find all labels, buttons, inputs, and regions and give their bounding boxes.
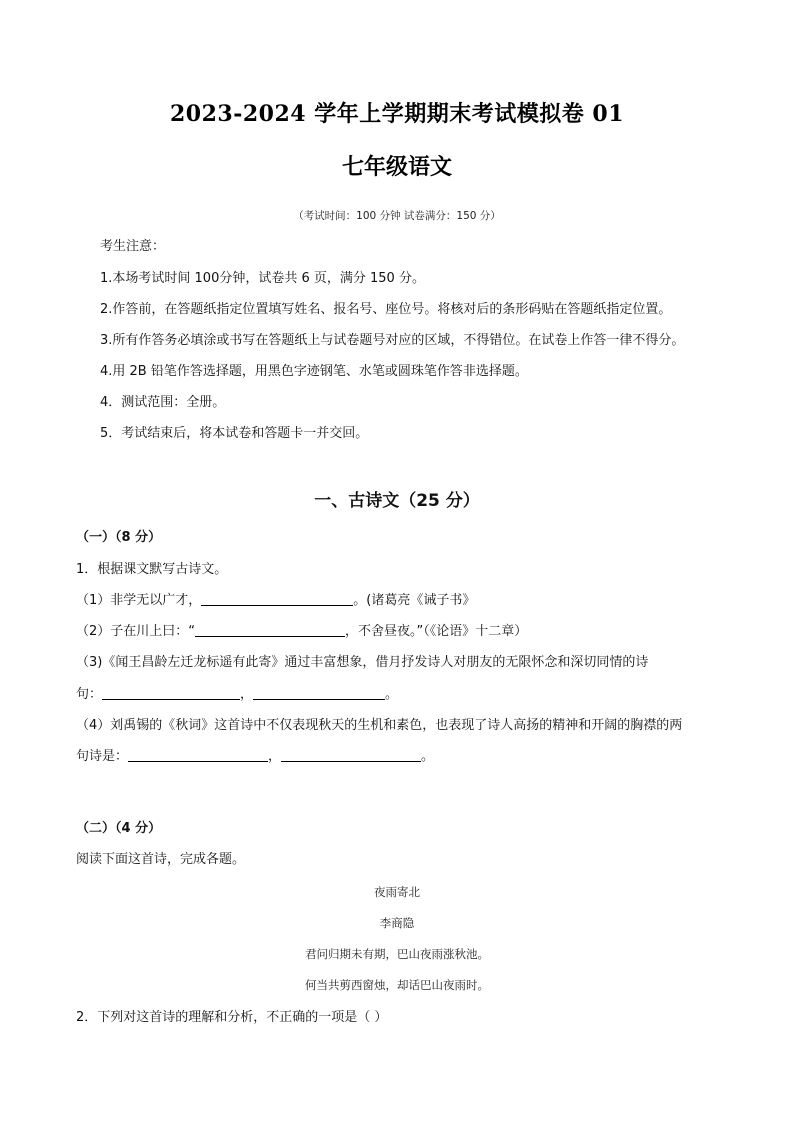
- answer-blank[interactable]: [128, 748, 268, 762]
- exam-title: 2023-2024 学年上学期期末考试模拟卷 01: [169, 101, 625, 127]
- exam-meta: （考试时间：100 分钟 试卷满分：150 分）: [293, 210, 501, 222]
- part-label: （一）（8 分）: [76, 530, 162, 545]
- answer-blank[interactable]: [102, 686, 240, 700]
- exam-subtitle: 七年级语文: [341, 154, 452, 180]
- question-text: （1）非学无以广才，: [76, 593, 202, 608]
- notice-heading: 考生注意：: [100, 239, 166, 254]
- question-text: （2）子在川上曰：“: [76, 624, 196, 639]
- section-title: 一、古诗文（25 分）: [314, 491, 480, 511]
- poem-title: 夜雨寄北: [374, 885, 420, 899]
- question-item: [76, 592, 475, 610]
- answer-blank[interactable]: [281, 748, 421, 762]
- question-text: 。(诸葛亮《诫子书》: [353, 593, 476, 608]
- answer-blank[interactable]: [195, 623, 345, 637]
- question-stem: 1．根据课文默写古诗文。: [76, 562, 228, 577]
- notice-item: 3.所有作答务必填涂或书写在答题纸上与试卷题号对应的区域，不得错位。在试卷上作答一律不得分。: [100, 333, 685, 348]
- comma: ，: [268, 749, 282, 764]
- notice-item: 4.用 2B 铅笔作答选择题，用黑色字迹钢笔、水笔或圆珠笔作答非选择题。: [100, 364, 528, 379]
- notice-item: 5．考试结束后，将本试卷和答题卡一并交回。: [100, 426, 369, 441]
- poem-line: 君问归期未有期，巴山夜雨涨秋池。: [305, 947, 489, 961]
- notice-item: 4．测试范围：全册。: [100, 395, 226, 410]
- question-text: 句诗是：: [76, 749, 129, 764]
- notice-item: 1.本场考试时间 100分钟，试卷共 6 页，满分 150 分。: [100, 271, 425, 286]
- question-item: （3)《闻王昌龄左迁龙标遥有此寄》通过丰富想象，借月抒发诗人对朋友的无限怀念和深切同情的诗: [76, 655, 649, 670]
- question-item: [76, 686, 398, 704]
- question-item: [76, 748, 434, 766]
- notice-item: 2.作答前，在答题纸指定位置填写姓名、报名号、座位号。将核对后的条形码贴在答题纸指定位置。: [100, 302, 672, 317]
- question-item: （4）刘禹锡的《秋词》这首诗中不仅表现秋天的生机和素色，也表现了诗人高扬的精神和开阔的胸襟的两: [76, 718, 683, 733]
- question-item: [76, 623, 527, 641]
- question-text: 句：: [76, 687, 103, 702]
- question-text: ，不舍昼夜。”（《论语》十二章）: [345, 624, 528, 639]
- reading-intro: 阅读下面这首诗，完成各题。: [76, 852, 246, 867]
- comma: ，: [240, 687, 254, 702]
- period: 。: [421, 749, 435, 764]
- period: 。: [385, 687, 399, 702]
- answer-blank[interactable]: [253, 686, 385, 700]
- poem-author: 李商隐: [379, 916, 415, 930]
- answer-blank[interactable]: [201, 592, 353, 606]
- part-label: （二）（4 分）: [76, 821, 162, 836]
- question-stem: 2．下列对这首诗的理解和分析，不正确的一项是（ ）: [76, 1010, 388, 1025]
- poem-line: 何当共剪西窗烛，却话巴山夜雨时。: [305, 978, 489, 992]
